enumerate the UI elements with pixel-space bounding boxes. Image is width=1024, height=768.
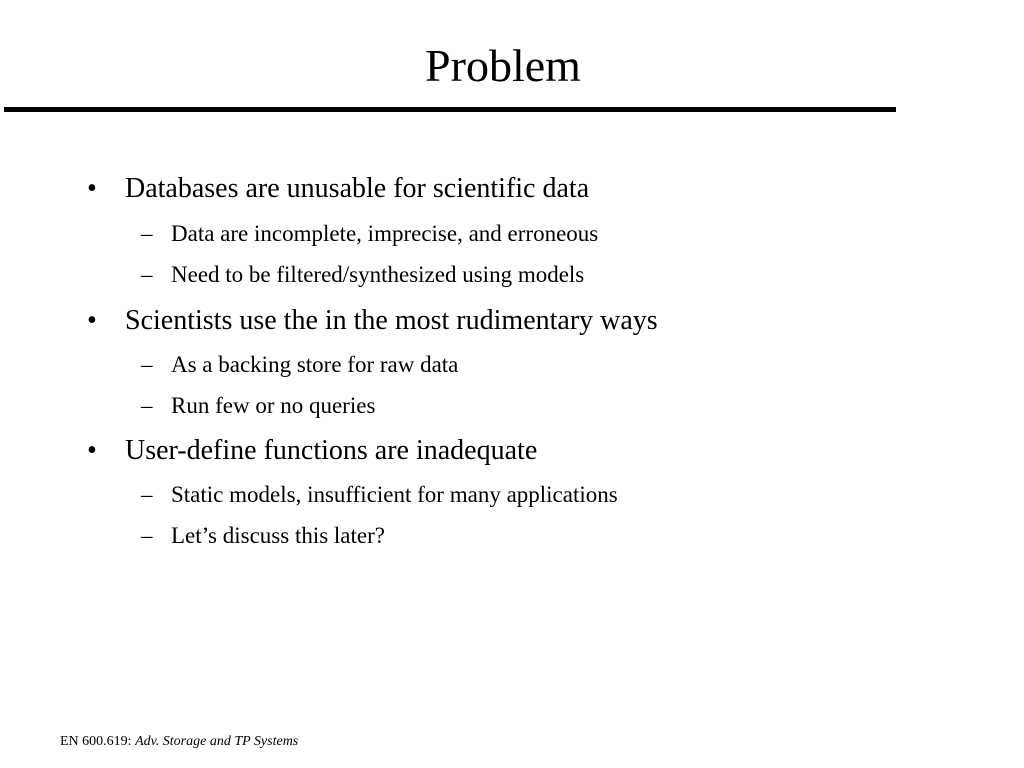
bullet-text: Scientists use the in the most rudimentary ways	[125, 305, 658, 336]
sub-bullet-text: Need to be filtered/synthesized using models	[171, 262, 585, 287]
sub-bullet-item	[141, 480, 961, 510]
footer-course-code: EN 600.619:	[60, 734, 136, 749]
sub-bullet-marker: –	[141, 262, 153, 287]
footer-course-title: Adv. Storage and TP Systems	[135, 734, 299, 749]
sub-bullet-marker: –	[141, 221, 153, 246]
sub-bullet-text: Let’s discuss this later?	[171, 523, 385, 548]
bullet-item	[87, 303, 967, 339]
bullet-marker: •	[87, 305, 97, 336]
bullet-item	[87, 171, 967, 207]
bullet-text: Databases are unusable for scientific data	[125, 173, 590, 204]
bullet-marker: •	[87, 173, 97, 204]
sub-bullet-text: Data are incomplete, imprecise, and erroneous	[171, 221, 599, 246]
sub-bullet-marker: –	[141, 482, 153, 507]
sub-bullet-item	[141, 350, 961, 380]
sub-bullet-text: Static models, insufficient for many applications	[171, 482, 618, 507]
title-underline	[4, 107, 896, 112]
bullet-text: User-define functions are inadequate	[125, 435, 538, 466]
slide-title: Problem	[425, 40, 581, 91]
sub-bullet-marker: –	[141, 523, 153, 548]
sub-bullet-item	[141, 219, 961, 249]
sub-bullet-marker: –	[141, 393, 153, 418]
sub-bullet-marker: –	[141, 352, 153, 377]
sub-bullet-text: As a backing store for raw data	[171, 352, 459, 377]
sub-bullet-item	[141, 521, 961, 551]
sub-bullet-item	[141, 391, 961, 421]
slide-footer	[60, 733, 298, 751]
bullet-marker: •	[87, 435, 97, 466]
bullet-item	[87, 433, 967, 469]
sub-bullet-text: Run few or no queries	[171, 393, 376, 418]
sub-bullet-item	[141, 260, 961, 290]
